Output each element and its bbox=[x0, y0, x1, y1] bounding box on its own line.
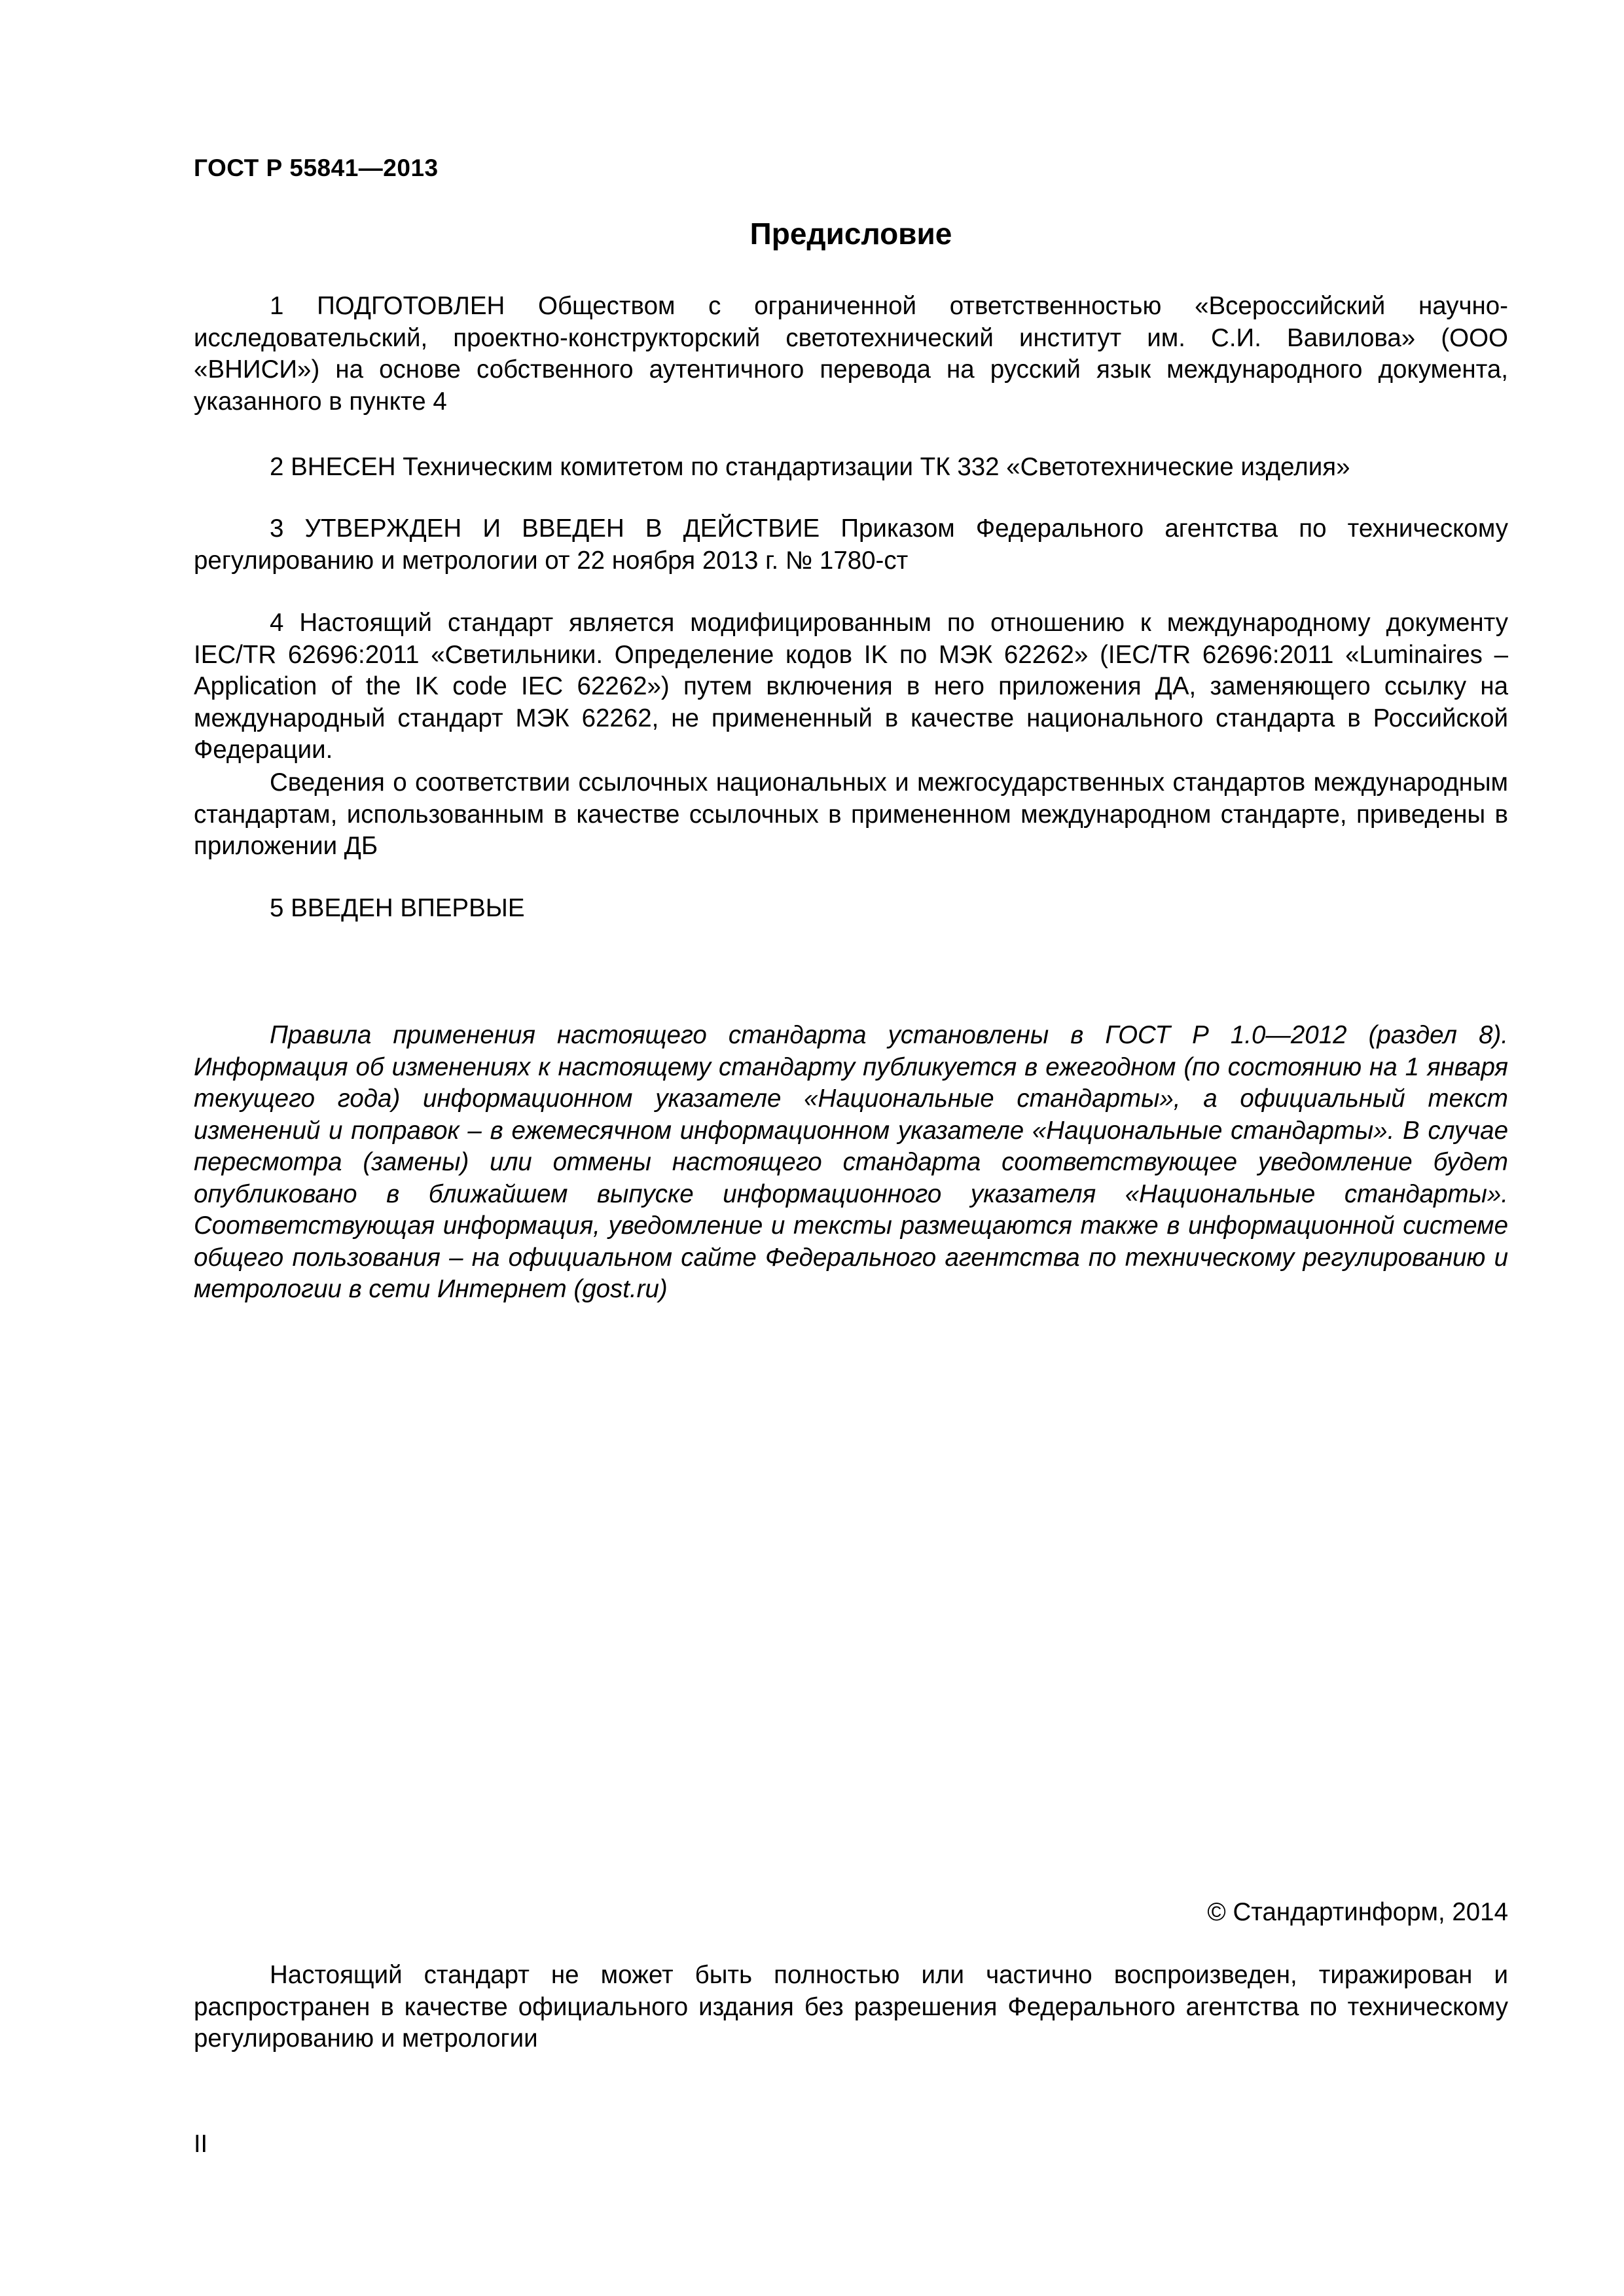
item-1-prepared: 1 ПОДГОТОВЛЕН Обществом с ограниченной ответственностью «Всероссийский научно-исследовательский, проектно-конструкторский светотехнический институт им. С.И. Вавилова» (ООО «ВНИСИ») на основе собственного аутентичного перевода на русский язык международного документа, указанного в пункте 4 bbox=[194, 292, 1508, 416]
item-4-modified: 4 Настоящий стандарт является модифицированным по отношению к международному документу IEC/TR 62696:2011 «Светильники. Определение кодов IK по МЭК 62262» (IEC/TR 62696:2011 «Luminaires – Application of the IK code IEC 62262») путем включения в него приложения ДА, заменяющего ссылку на международный стандарт МЭК 62262, не примененный в качестве национального стандарта в Российской Федерации. bbox=[194, 609, 1508, 764]
item-3-approved: 3 УТВЕРЖДЕН И ВВЕДЕН В ДЕЙСТВИЕ Приказом Федерального агентства по техническому регулированию и метрологии от 22 ноября 2013 г. № 1780-ст bbox=[194, 514, 1508, 575]
reproduction-notice: Настоящий стандарт не может быть полностью или частично воспроизведен, тиражирован и распространен в качестве официального издания без разрешения Федерального агентства по техническому регулированию и метрологии bbox=[194, 1961, 1508, 2053]
page-title: Предисловие bbox=[749, 217, 952, 251]
copyright: © Стандартинформ, 2014 bbox=[1207, 1898, 1508, 1926]
document-page bbox=[194, 0, 1508, 2296]
rules-note: Правила применения настоящего стандарта установлены в ГОСТ Р 1.0—2012 (раздел 8). Информация об изменениях к настоящему стандарту публикуется в ежегодном (по состоянию на 1 января текущего года) информационном указателе «Национальные стандарты», а официальный текст изменений и поправок – в ежемесячном информационном указателе «Национальные стандарты». В случае пересмотра (замены) или отмены настоящего стандарта соответствующее уведомление будет опубликовано в ближайшем выпуске информационного указателя «Национальные стандарты». Соответствующая информация, уведомление и тексты размещаются также в информационной системе общего пользования – на официальном сайте Федерального агентства по техническому регулированию и метрологии в сети Интернет (gost.ru) bbox=[194, 1021, 1508, 1303]
item-2-introduced: 2 ВНЕСЕН Техническим комитетом по стандартизации ТК 332 «Светотехнические изделия» bbox=[270, 453, 1350, 481]
item-4-references: Сведения о соответствии ссылочных национальных и межгосударственных стандартов международным стандартам, использованным в качестве ссылочных в примененном международном стандарте, приведены в приложении ДБ bbox=[194, 768, 1508, 860]
item-5-first-introduced: 5 ВВЕДЕН ВПЕРВЫЕ bbox=[270, 894, 525, 922]
page-number: II bbox=[194, 2130, 208, 2158]
standard-code: ГОСТ Р 55841—2013 bbox=[194, 154, 439, 181]
